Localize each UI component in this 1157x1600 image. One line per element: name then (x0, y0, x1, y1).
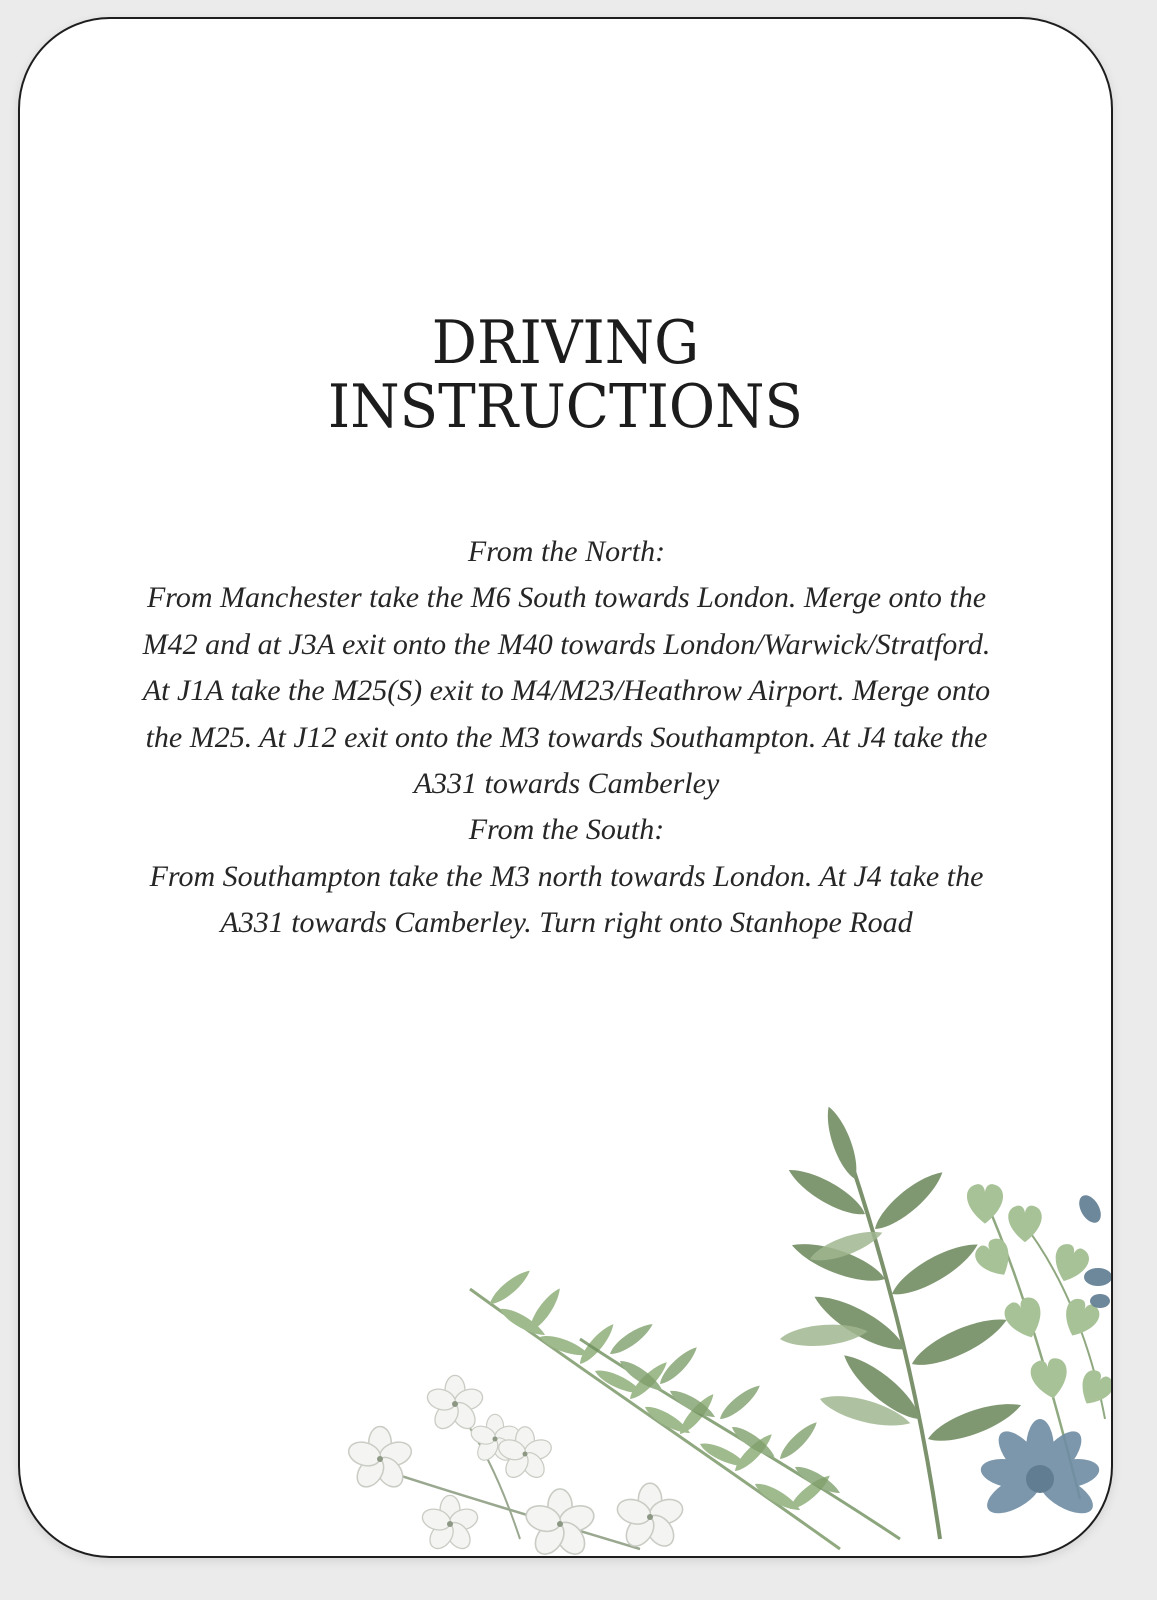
title-line-1: DRIVING (431, 308, 700, 378)
directions-text (130, 529, 1003, 947)
olive-branch-icon (470, 1266, 840, 1549)
south-directions: From Southampton take the M3 north towards London. At J4 take the A331 towards Camberley. Turn right onto Stanhope Road (149, 859, 984, 940)
instructions-card (18, 17, 1113, 1558)
leafy-stem-icon (779, 1104, 1025, 1539)
eucalyptus-icon (967, 1184, 1113, 1499)
south-heading: From the South: (468, 813, 665, 847)
white-flower-icon (346, 1375, 686, 1558)
north-directions: From Manchester take the M6 South towards London. Merge onto the M42 and at J3A exit onto the M40 towards London/Warwick/Stratford. At J1A take the M25(S) exit to M4/M23/Heathrow Airport. Merge onto the M25. At J12 exit onto the M3 towards Southampton. At J4 take the A331 towards Camberley (142, 581, 991, 801)
north-heading: From the North: (467, 535, 666, 568)
page-title (53, 308, 1079, 442)
title-line-2: INSTRUCTIONS (327, 372, 804, 442)
blue-flower-icon (978, 1419, 1101, 1521)
blue-bud-icon (1075, 1192, 1112, 1308)
